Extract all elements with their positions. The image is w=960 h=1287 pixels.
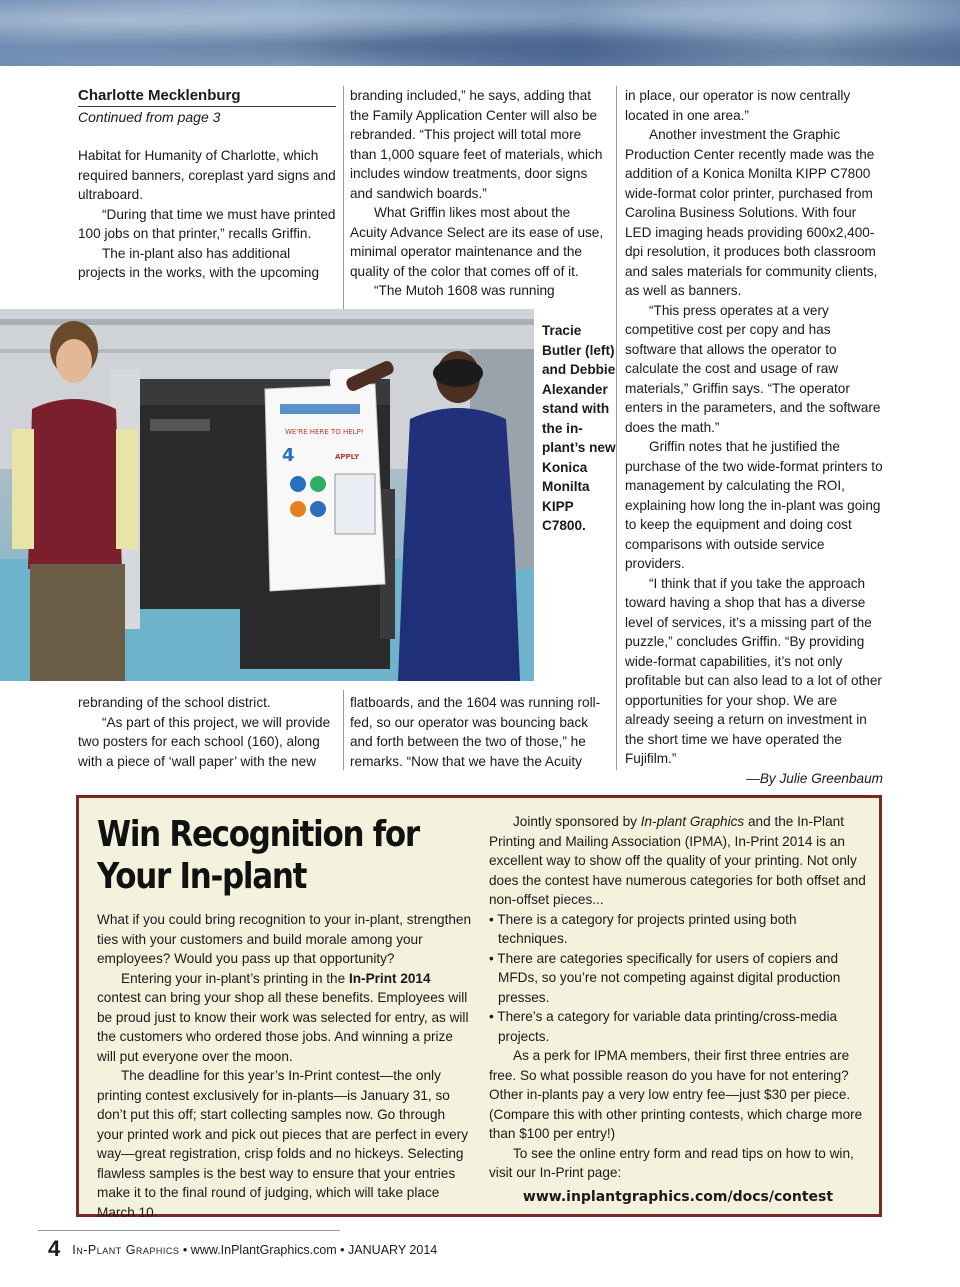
paragraph: [489, 812, 867, 910]
paragraph: rebranding of the school district.: [78, 695, 271, 710]
contest-sidebar-box: [76, 795, 882, 1220]
text-run: and the In-Plant Printing and Mailing Association (IPMA), In-Print 2014 is an excellent way to show off the quality of your printing. Not only does the contest have numerous categories for both offset and non-offset pieces...: [489, 814, 866, 907]
paragraph: “During that time we must have printed 100 jobs on that printer,” recalls Griffin.: [78, 206, 336, 241]
photo-caption: Tracie Butler (left) and Debbie Alexander stand with the in-plant’s new Konica Monilta KIPP C7800.: [542, 323, 616, 533]
header-banner: [0, 0, 960, 66]
paragraph: Griffin notes that he justified the purchase of the two wide-format printers to management by calculating the ROI, explaining how long the in-plant was going to keep the equipment and doing cost comparisons with outside service providers.: [625, 439, 883, 571]
paragraph: The in-plant also has additional projects in the works, with the upcoming: [78, 245, 320, 280]
photo-illustration: [0, 309, 534, 681]
box-right-column: [489, 812, 867, 1207]
column-1-top: [78, 86, 336, 283]
paragraph: flatboards, and the 1604 was running roll-fed, so our operator was bouncing back and forth between the two of those,” he remarks. “Now that we have the Acuity: [350, 695, 601, 769]
paragraph: To see the online entry form and read tips on how to win, visit our In-Print page:: [489, 1145, 854, 1180]
paragraph: “As part of this project, we will provide two posters for each school (160), along with a piece of ‘wall paper’ with the new: [78, 714, 331, 769]
paragraph: As a perk for IPMA members, their first three entries are free. So what possible reason do you have for not entering? Other in-plants pay a very low entry fee—just $30 per piece. (Compare this with other printing contests, which charge more than $100 per entry!): [489, 1048, 863, 1141]
paragraph: “I think that if you take the approach toward having a shop that has a diverse level of services, it’s a missing part of the puzzle,” concludes Griffin. “By providing wide-format capabilities, it’s not only profitable but can also lead to a lot of other opportunities for your shop. We are already seeing a return on investment in the short time we have operated the Fujifilm.”: [625, 575, 882, 766]
column-2-bottom: [350, 693, 608, 771]
publication-name: In-plant Graphics: [640, 814, 745, 829]
paragraph: What if you could bring recognition to your in-plant, strengthen ties with your customers and build morale among your employees? Would you pass up that opportunity?: [97, 912, 472, 966]
footer-rule: [38, 1230, 340, 1231]
contest-name: In-Print 2014: [348, 970, 431, 986]
printer-photo: [0, 309, 534, 681]
contest-url[interactable]: www.inplantgraphics.com/docs/contest: [522, 1188, 834, 1205]
continued-note: Continued from page 3: [78, 109, 221, 125]
text-run: contest can bring your shop all these benefits. Employees will be proud just to know their work was selected for entry, as will the customers who ordered those jobs. And winning a prize will put everyone over the moon.: [97, 990, 469, 1064]
page-footer: [48, 1236, 438, 1261]
footer-website[interactable]: www.InPlantGraphics.com: [190, 1243, 337, 1257]
paragraph: Habitat for Humanity of Charlotte, which required banners, coreplast yard signs and ultraboard.: [78, 148, 336, 202]
box-left-column: [97, 910, 475, 1222]
page-number: 4: [48, 1236, 61, 1261]
poster-brand: APPLY: [335, 453, 360, 461]
paragraph: [97, 969, 475, 1067]
paragraph: “The Mutoh 1608 was running: [374, 283, 555, 298]
paragraph: What Griffin likes most about the Acuity Advance Select are its ease of use, minimal operator maintenance and the quality of the color that comes off of it.: [350, 205, 604, 279]
byline: —By Julie Greenbaum: [746, 770, 883, 786]
column-divider: [343, 690, 344, 770]
paragraph: Another investment the Graphic Production Center recently made was the addition of a Konica Monilta KIPP C7800 wide-format color printer, purchased from Carolina Business Solutions. With four LED imaging heads providing 600x2,400-dpi resolution, it produces both classroom and sales materials for community clients, as well as banners.: [625, 127, 878, 298]
text-run: Jointly sponsored by: [513, 814, 641, 829]
paragraph: branding included,” he says, adding that the Family Application Center will also be rebranded. “This project will total more than 1,000 square feet of materials, which includes window treatments, door signs and sandwich boards.”: [350, 88, 603, 201]
column-1-bottom: [78, 693, 336, 771]
section-title: Charlotte Mecklenburg: [78, 86, 336, 107]
box-title-line-1: Win Recognition for: [97, 814, 419, 855]
column-3: [625, 86, 883, 788]
column-2-top: [350, 86, 608, 301]
issue-date: JANUARY 2014: [348, 1243, 438, 1257]
publication-title: In-Plant Graphics: [72, 1243, 180, 1257]
text-run: Entering your in-plant’s printing in the: [121, 970, 349, 986]
bullet-item: • There are categories specifically for users of copiers and MFDs, so you’re not competing against digital production presses.: [489, 950, 841, 1005]
bullet-item: • There is a category for projects printed using both techniques.: [489, 911, 797, 946]
paragraph: The deadline for this year’s In-Print contest—the only printing contest exclusively for in-plants—is January 31, so don’t put this off; start collecting samples now. Go through your printed work and pick out pieces that are perfect in every way—great registration, crisp folds and no hickeys. Selecting flawless samples is the best way to ensure that your entries make it to the final round of judging, which will take place March 10.: [97, 1068, 469, 1220]
box-title-line-2: Your In-plant: [97, 856, 307, 897]
box-title: [97, 814, 458, 898]
column-divider: [343, 86, 344, 310]
paragraph: “This press operates at a very competitive cost per copy and has software that allows the operator to calculate the cost and usage of raw materials,” Griffin says. “The operator enters in the parameters, and the software does the math.”: [625, 302, 881, 435]
poster-number: 4: [282, 445, 295, 466]
poster-heading: WE'RE HERE TO HELP!: [285, 428, 364, 436]
bullet-item: • There’s a category for variable data printing/cross-media projects.: [489, 1009, 838, 1044]
footer-bullet: •: [340, 1243, 345, 1257]
footer-bullet: •: [182, 1243, 188, 1257]
paragraph: in place, our operator is now centrally located in one area.”: [625, 88, 851, 123]
